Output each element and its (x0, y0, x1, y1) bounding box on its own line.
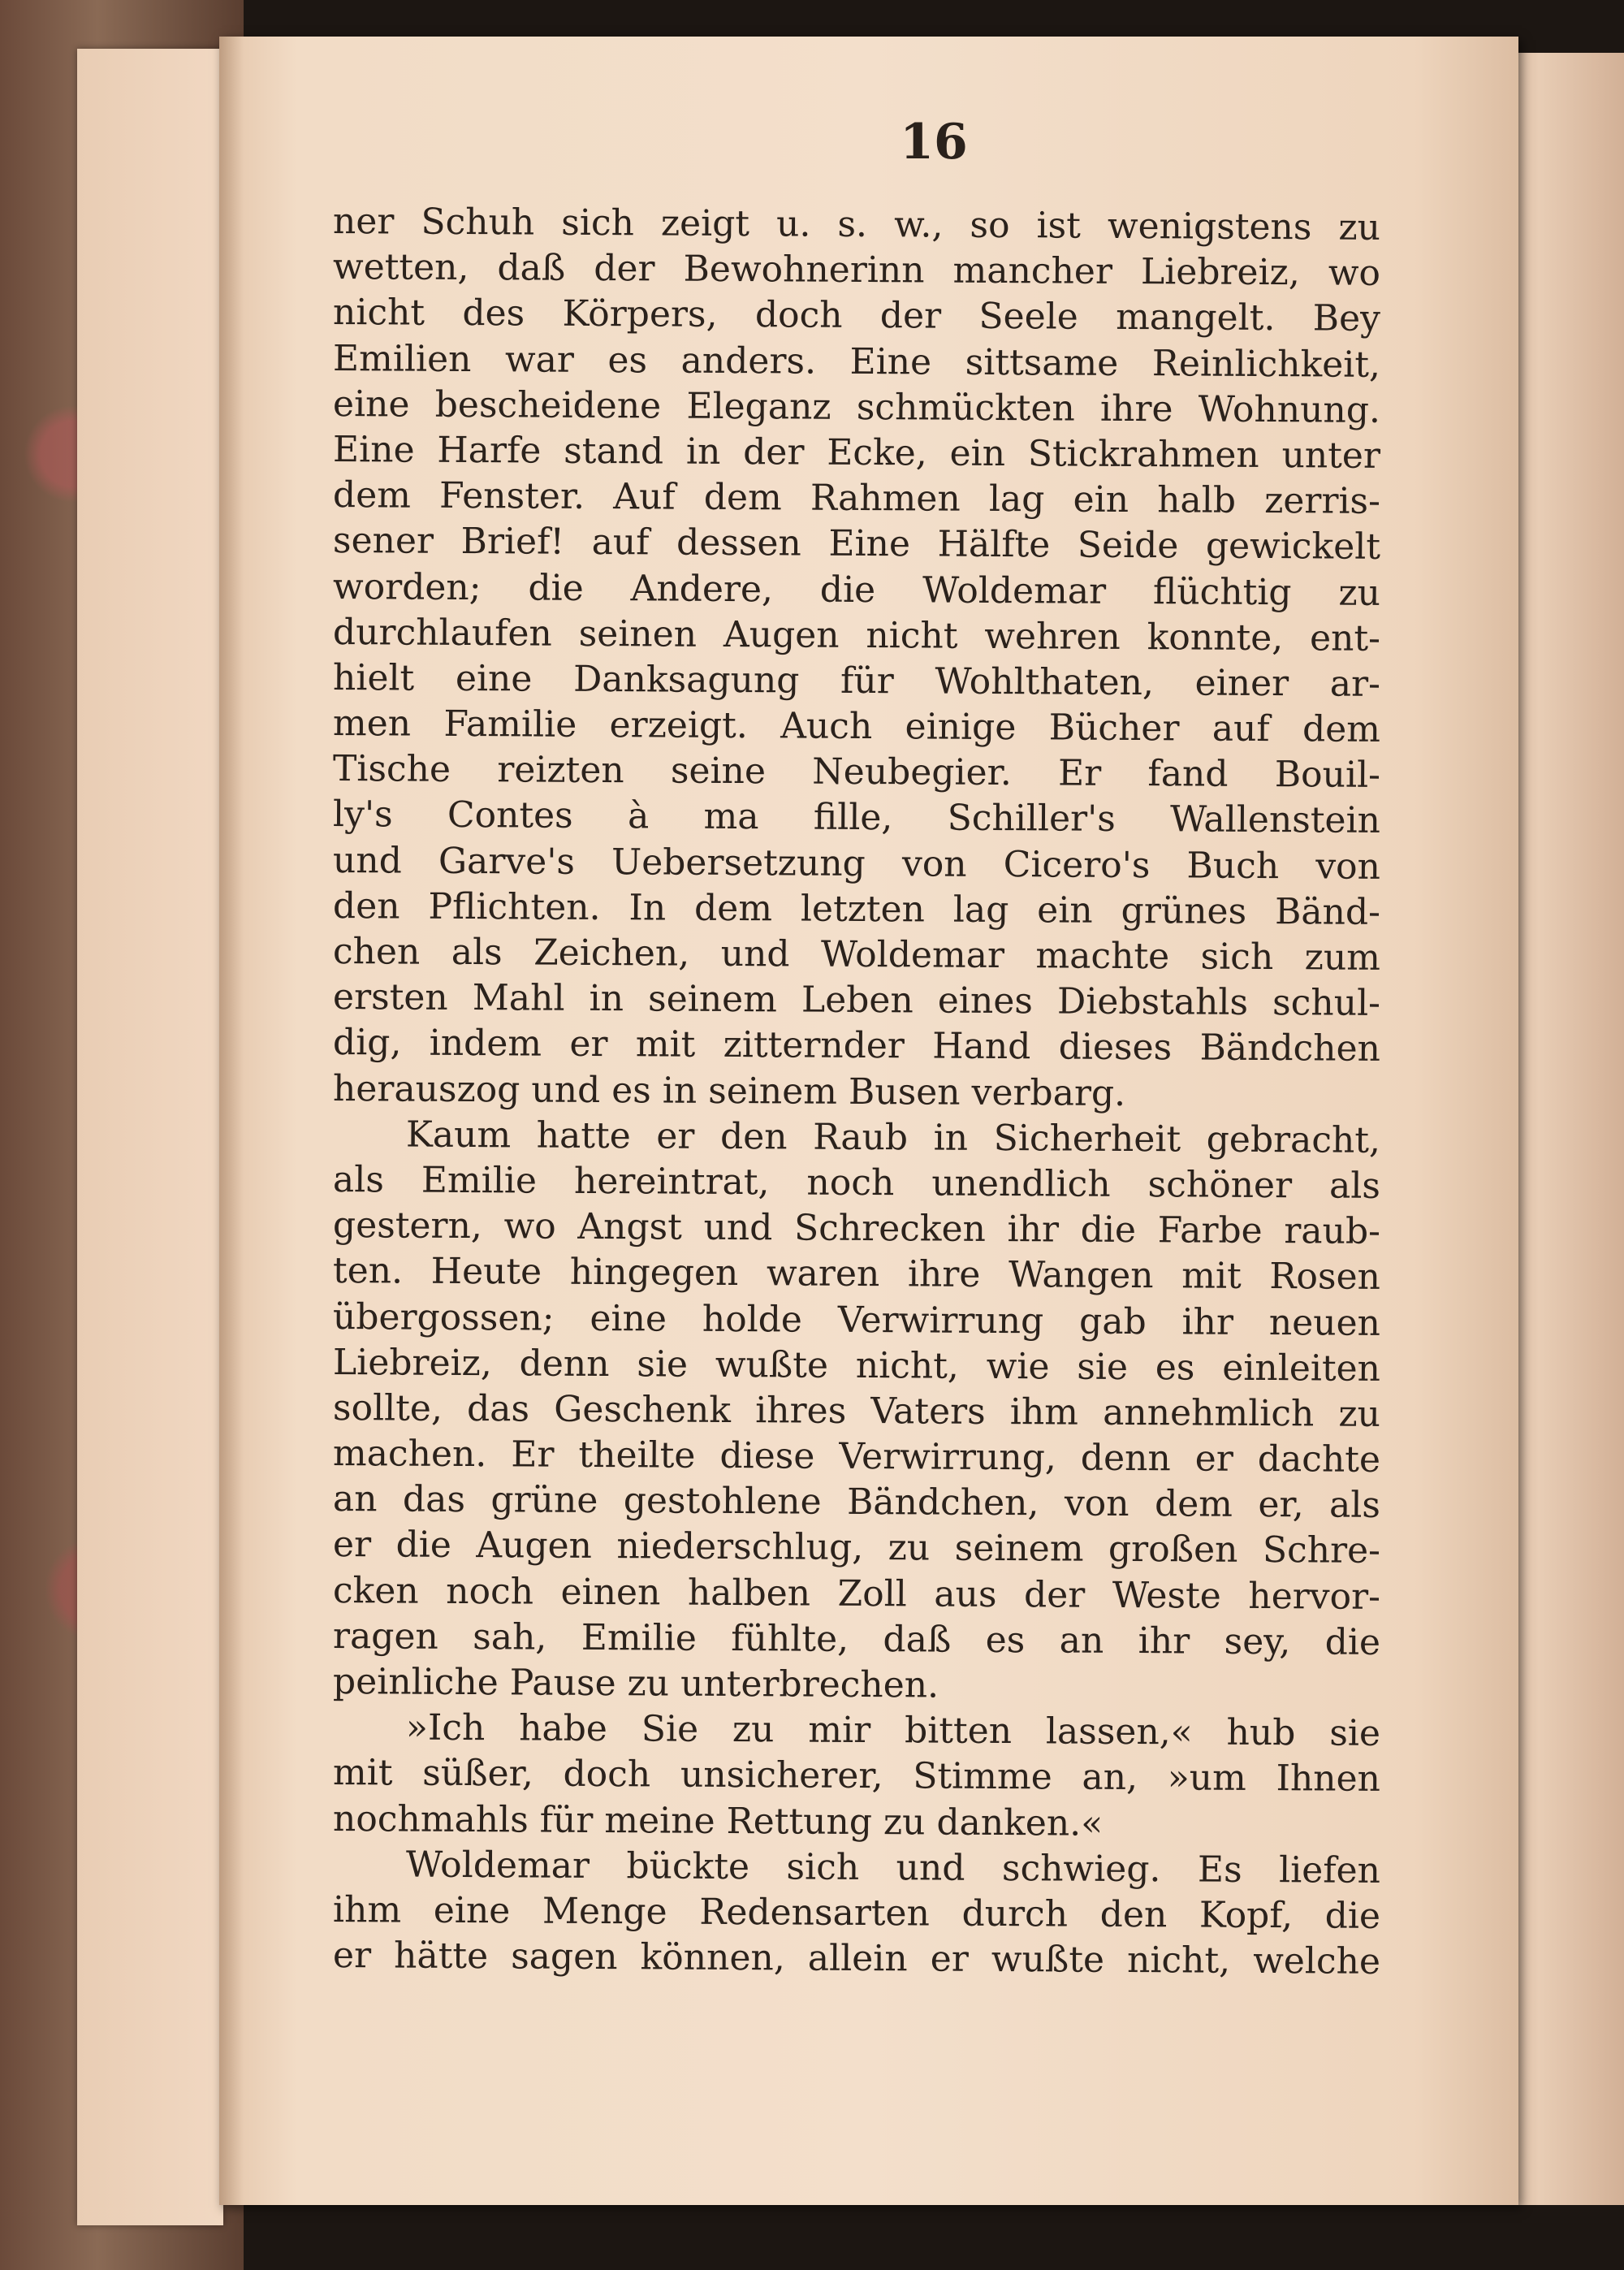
text-line: worden; die Andere, die Woldemar flüchtig zu (332, 565, 1381, 614)
text-line: mit süßer, doch unsicherer, Stimme an, »um Ihnen (332, 1752, 1381, 1801)
page-number: 16 (900, 114, 968, 171)
text-line: ersten Mahl in seinem Leben eines Diebstahls schul- (332, 976, 1381, 1025)
text-line: cken noch einen halben Zoll aus der Weste hervor- (332, 1569, 1381, 1618)
paragraph-start-line: »Ich habe Sie zu mir bitten lassen,« hub sie (405, 1706, 1381, 1755)
facing-page-edge (1502, 53, 1624, 2205)
text-line: machen. Er theilte diese Verwirrung, denn er dachte (332, 1433, 1381, 1481)
text-line: er die Augen niederschlug, zu seinem großen Schre- (332, 1524, 1381, 1572)
text-line: dem Fenster. Auf dem Rahmen lag ein halb zerris- (332, 474, 1381, 523)
text-line: an das grüne gestohlene Bändchen, von dem er, als (332, 1478, 1381, 1527)
text-line: Eine Harfe stand in der Ecke, ein Stickrahmen unter (332, 428, 1381, 477)
text-line: Liebreiz, denn sie wußte nicht, wie sie es einleiten (332, 1341, 1381, 1390)
paragraph-end-line: herauszog und es in seinem Busen verbarg. (332, 1067, 1126, 1114)
text-line: er hätte sagen können, allein er wußte nicht, welche (332, 1935, 1381, 1983)
text-line: Tische reizten seine Neubegier. Er fand Bouil- (332, 748, 1381, 797)
text-line: chen als Zeichen, und Woldemar machte sich zum (332, 931, 1381, 979)
text-line: men Familie erzeigt. Auch einige Bücher auf dem (332, 703, 1381, 750)
text-line: wetten, daß der Bewohnerinn mancher Liebreiz, wo (332, 246, 1381, 295)
text-line: sollte, das Geschenk ihres Vaters ihm annehmlich zu (332, 1386, 1381, 1435)
text-line: ner Schuh sich zeigt u. s. w., so ist wenigstens zu (332, 201, 1381, 249)
page-gutter (219, 37, 244, 2205)
text-line: dig, indem er mit zitternder Hand dieses Bändchen (332, 1022, 1381, 1070)
paragraph-end-line: nochmahls für meine Rettung zu danken.« (332, 1797, 1104, 1844)
endpaper (77, 49, 223, 2225)
text-line: ihm eine Menge Redensarten durch den Kopf, die (332, 1888, 1381, 1937)
page-text (332, 199, 1381, 1983)
book-page (219, 37, 1518, 2205)
text-line: ly's Contes à ma fille, Schiller's Wallenstein (332, 793, 1381, 842)
text-line: nicht des Körpers, doch der Seele mangelt. Bey (332, 292, 1381, 340)
text-line: durchlaufen seinen Augen nicht wehren konnte, ent- (332, 611, 1381, 659)
text-line: sener Brief! auf dessen Eine Hälfte Seide gewickelt (332, 520, 1381, 569)
text-line: und Garve's Uebersetzung von Cicero's Buch von (332, 839, 1381, 888)
text-line: ten. Heute hingegen waren ihre Wangen mit Rosen (332, 1250, 1381, 1299)
text-line: gestern, wo Angst und Schrecken ihr die Farbe raub- (332, 1204, 1381, 1253)
text-line: als Emilie hereintrat, noch unendlich schöner als (332, 1158, 1381, 1207)
text-line: hielt eine Danksagung für Wohlthaten, einer ar- (332, 656, 1381, 705)
text-line: eine bescheidene Eleganz schmückten ihre Wohnung. (332, 383, 1381, 431)
text-line: übergossen; eine holde Verwirrung gab ihr neuen (332, 1295, 1381, 1344)
text-line: ragen sah, Emilie fühlte, daß es an ihr sey, die (332, 1615, 1381, 1663)
paragraph-start-line: Kaum hatte er den Raub in Sicherheit gebracht, (405, 1113, 1381, 1161)
text-line: den Pflichten. In dem letzten lag ein grünes Bänd- (332, 884, 1381, 933)
paragraph-start-line: Woldemar bückte sich und schwieg. Es liefen (405, 1844, 1381, 1892)
paragraph-end-line: peinliche Pause zu unterbrechen. (332, 1661, 939, 1706)
text-line: Emilien war es anders. Eine sittsame Reinlichkeit, (332, 337, 1381, 386)
